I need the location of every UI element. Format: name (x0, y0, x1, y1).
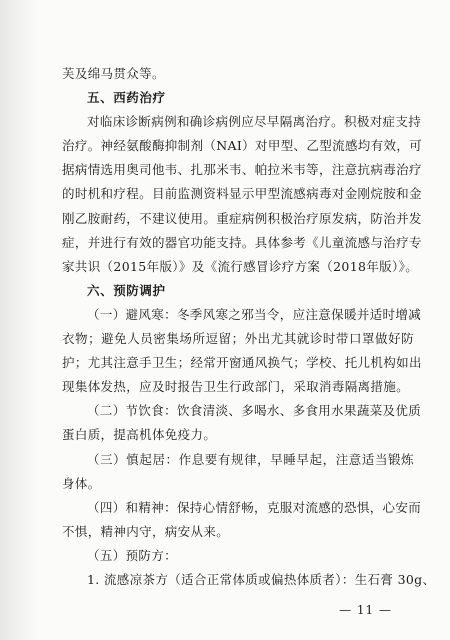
text-line: （四）和精神：保持心情舒畅，克服对流感的恐惧，心安而 (87, 499, 422, 515)
binding-shadow (0, 0, 40, 640)
section-heading: 五、西药治疗 (87, 90, 166, 106)
text-line: 据病情选用奥司他韦、扎那米韦、帕拉米韦等，注意抗病毒治疗 (62, 162, 422, 178)
text-line: 对临床诊断病例和确诊病例应尽早隔离治疗。积极对症支持 (87, 114, 422, 130)
text-line: 身体。 (62, 475, 101, 491)
text-line: 衣物；避免人员密集场所逗留；外出尤其就诊时带口罩做好防 (62, 331, 414, 347)
text-line: 芙及绵马贯众等。 (62, 66, 165, 81)
text-line: 治疗。神经氨酸酶抑制剂（NAI）对甲型、乙型流感均有效，可 (62, 138, 423, 154)
text-line: 护；尤其注意手卫生；经常开窗通风换气；学校、托儿机构如出 (62, 355, 422, 371)
text-line: （二）节饮食：饮食清淡、多喝水、多食用水果蔬菜及优质 (87, 403, 422, 419)
text-line: 症，并进行有效的器官功能支持。具体参考《儿童流感与治疗专 (62, 234, 422, 250)
section-heading: 六、预防调护 (87, 282, 166, 298)
text-line: （五）预防方： (87, 547, 177, 563)
text-line: 现集体发热，应及时报告卫生行政部门，采取消毒隔离措施。 (62, 379, 409, 395)
page-number: — 11 — (339, 603, 392, 617)
text-line: 刚乙胺耐药，不建议使用。重症病例积极治疗原发病，防治并发 (62, 210, 422, 226)
text-line: （三）慎起居：作息要有规律，早睡早起，注意适当锻炼 (87, 451, 414, 467)
document-body (62, 62, 436, 592)
text-line: 家共识（2015年版）》及《流行感冒诊疗方案（2018年版）》。 (62, 258, 419, 274)
text-line: 不惧，精神内守，病安从来。 (62, 523, 230, 539)
text-line: （一）避风寒：冬季风寒之邪当令，应注意保暖并适时增减 (87, 306, 422, 322)
text-line: 1. 流感凉茶方（适合正常体质或偏热体质者）：生石膏 30g、 (87, 571, 436, 587)
text-line: 蛋白质，提高机体免疫力。 (62, 427, 217, 443)
text-line: 的时机和疗程。目前监测资料显示甲型流感病毒对金刚烷胺和金 (62, 186, 422, 202)
